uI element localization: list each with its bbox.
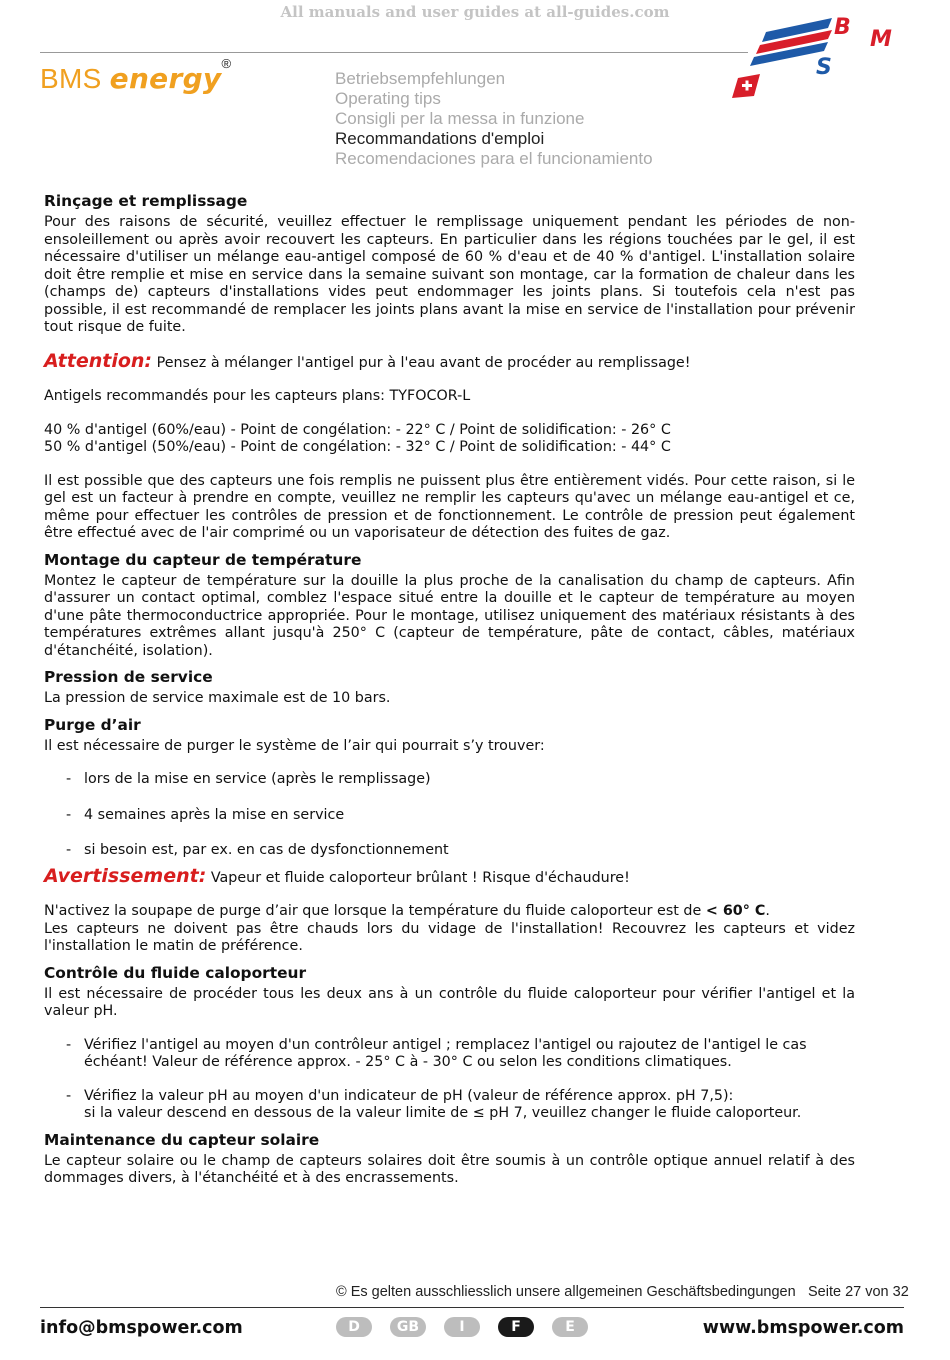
lang-pill-i: I	[444, 1317, 480, 1337]
section-title-pression: Pression de service	[44, 668, 213, 686]
vidage-paragraph: Il est possible que des capteurs une fois remplis ne puissent plus être entièrement vidés. Pour cette raison, si le gel est un facteur à prendre en compte, veuillez ne remplir les capteurs qu'avec un mélange eau-antigel et ce, même pour effectuer les contrôles de pression et de fonctionnement. Le contrôle de pression peut également être effectué avec de l'air comprimé ou un vaporisateur de détection des fuites de gaz.	[44, 472, 855, 541]
controle-intro: Il est nécessaire de procéder tous les deux ans à un contrôle du fluide caloporteur pour vérifier l'antigel et la valeur pH.	[44, 985, 855, 1019]
lang-pill-e: E	[552, 1317, 588, 1337]
header-title-en: Operating tips	[335, 89, 441, 108]
antigel-recommendation: Antigels recommandés pour les capteurs plans: TYFOCOR-L	[44, 388, 471, 404]
list-item: - lors de la mise en service (après le remplissage)	[66, 771, 431, 787]
purge-intro: Il est nécessaire de purger le système de l’air qui pourrait s’y trouver:	[44, 737, 545, 754]
rincage-body: Pour des raisons de sécurité, veuillez effectuer le remplissage uniquement pendant les périodes de non-ensoleillement ou après avoir recouvert les capteurs. En particulier dans les régions touchées par le gel, il est nécessaire d'utiliser un mélange eau-antigel composé de 60 % d'eau et de 40 % d'antigel. L'installation solaire doit être remplie et mise en service dans la semaine suivant son montage, car la formation de chaleur dans les (champs de) capteurs d'installations vides peut endommager les joints plans. Si toutefois cela n'est pas possible, il est recommandé de remplacer les joints plans avant la mise en service de l'installation pour prévenir tout risque de fuite.	[44, 214, 855, 335]
pression-body: La pression de service maximale est de 10 bars.	[44, 690, 391, 706]
lang-pill-gb: GB	[390, 1317, 426, 1337]
section-title-maintenance: Maintenance du capteur solaire	[44, 1130, 320, 1149]
footer-email: info@bmspower.com	[40, 1318, 243, 1338]
header-title-it: Consigli per la messa in funzione	[335, 109, 585, 128]
header-divider	[40, 52, 748, 53]
logo-letter-m: M	[870, 27, 892, 52]
header-title-es: Recomendaciones para el funcionamiento	[335, 149, 653, 168]
mix-40-percent: 40 % d'antigel (60%/eau) - Point de congélation: - 22° C / Point de solidification: - 26° C	[44, 421, 671, 438]
lang-pill-d: D	[336, 1317, 372, 1337]
lang-pill-f: F	[498, 1317, 534, 1337]
logo-letter-b: B	[834, 15, 851, 40]
warning-label: Avertissement:	[44, 864, 207, 887]
maintenance-body: Le capteur solaire ou le champ de capteurs solaires doit être soumis à un contrôle optique annuel relatif à des dommages divers, à l'étanchéité et à des encrassements.	[44, 1152, 855, 1186]
footer-divider	[40, 1307, 904, 1308]
watermark: All manuals and user guides at all-guides.com	[280, 3, 670, 21]
attention-label: Attention:	[44, 349, 153, 372]
section-title-controle: Contrôle du fluide caloporteur	[44, 963, 307, 982]
footer-terms: © Es gelten ausschliesslich unsere allgemeinen Geschäftsbedingungen	[336, 1284, 796, 1300]
warning-note: Avertissement: Vapeur et fluide caloporteur brûlant ! Risque d'échaudure!	[44, 864, 630, 887]
header-title-de: Betriebsempfehlungen	[335, 69, 506, 88]
section-title-montage: Montage du capteur de température	[44, 550, 362, 569]
montage-body: Montez le capteur de température sur la douille la plus proche de la canalisation du champ de capteurs. Afin d'assurer un contact optimal, comblez l'espace situé entre la douille et le capteur de température au moyen d'une pâte thermoconductrice appropriée. Pour le montage, utilisez uniquement des matériaux résistants à des températures extrêmes allant jusqu'à 250° C (capteur de température, pâte de contact, câbles, matériaux d'étanchéité, isolation).	[44, 572, 855, 659]
page-content	[44, 192, 855, 1188]
list-item: - 4 semaines après la mise en service	[66, 806, 345, 823]
attention-note: Attention: Pensez à mélanger l'antigel pur à l'eau avant de procéder au remplissage!	[44, 349, 691, 372]
bms-corner-logo	[724, 12, 904, 102]
mix-50-percent: 50 % d'antigel (50%/eau) - Point de congélation: - 32° C / Point de solidification: - 44° C	[44, 439, 671, 455]
footer-language-pills	[336, 1317, 606, 1337]
section-title-purge: Purge d’air	[44, 715, 141, 734]
list-item: - Vérifiez la valeur pH au moyen d'un indicateur de pH (valeur de référence approx. pH 7,5): si la valeur descend en dessous de la valeur limite de ≤ pH 7, veuillez changer le fluide caloporteur.	[66, 1087, 802, 1121]
logo-letter-s: S	[816, 55, 832, 80]
section-title-rincage: Rinçage et remplissage	[44, 192, 248, 210]
purge-note-2: Les capteurs ne doivent pas être chauds lors du vidage de l'installation! Recouvrez les capteurs et videz l'installation le matin de préférence.	[44, 920, 855, 954]
bms-energy-logo: BMS energy®	[40, 56, 232, 95]
list-item: - Vérifiez l'antigel au moyen d'un contrôleur antigel ; remplacez l'antigel ou rajoutez de l'antigel le cas échéant! Valeur de référence approx. - 25° C à - 30° C ou selon les conditions climatiques.	[66, 1036, 807, 1070]
header-language-titles	[335, 69, 653, 169]
footer-website: www.bmspower.com	[702, 1318, 904, 1338]
page-number: Seite 27 von 32	[808, 1284, 909, 1300]
purge-note: N'activez la soupape de purge d’air que lorsque la température du fluide caloporteur est de < 60° C.	[44, 903, 770, 919]
list-item: - si besoin est, par ex. en cas de dysfonctionnement	[66, 842, 449, 858]
header-title-fr: Recommandations d'emploi	[335, 129, 545, 148]
